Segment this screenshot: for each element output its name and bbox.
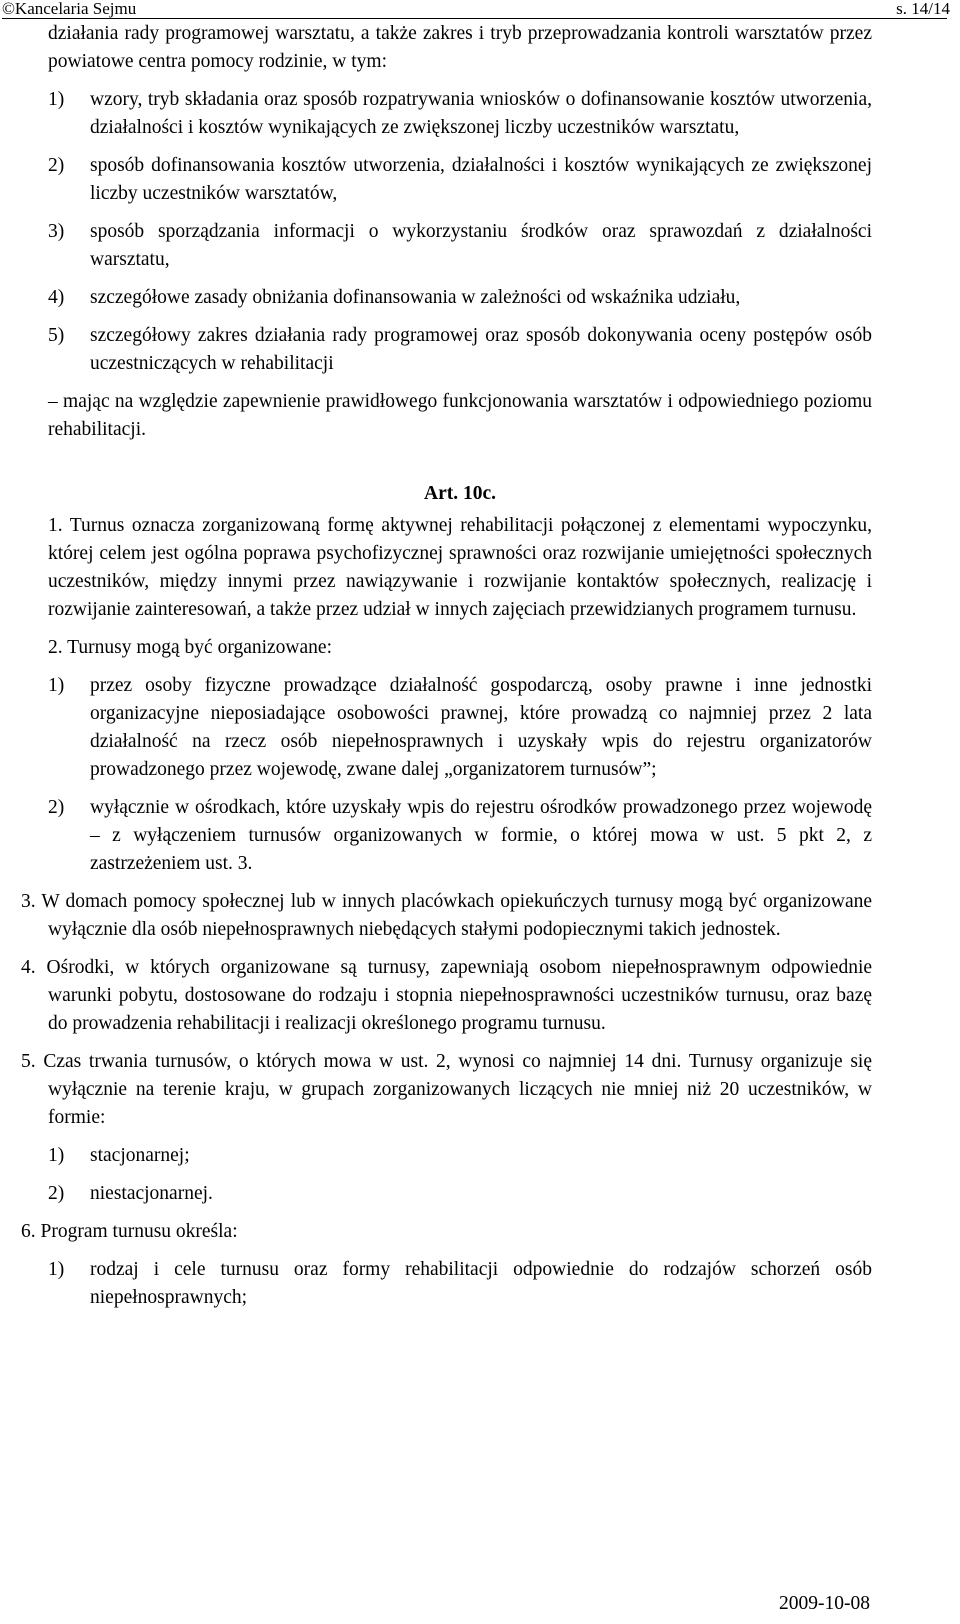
- section-text: Program turnusu określa:: [40, 1221, 238, 1242]
- list-item-text: szczegółowe zasady obniżania dofinansowania w zależności od wskaźnika udziału,: [90, 287, 741, 308]
- section-5: [21, 1048, 872, 1132]
- section-text: Ośrodki, w których organizowane są turnusy, zapewniają osobom niepełnosprawnym odpowiednie warunki pobytu, dostosowane do rodzaju i stopnia niepełnosprawności uczestników turnusu, oraz bazę do prowadzenia rehabilitacji i realizacji określonego programu turnusu.: [46, 957, 873, 1034]
- list-item-text: sposób dofinansowania kosztów utworzenia, działalności i kosztów wynikających ze zwiększonej liczby uczestników warsztatów,: [90, 155, 872, 204]
- list-item-number: 1): [48, 89, 65, 110]
- section-number: 6.: [21, 1221, 36, 1242]
- closing-clause: – mając na względzie zapewnienie prawidłowego funkcjonowania warsztatów i odpowiedniego poziomu rehabilitacji.: [48, 391, 872, 440]
- intro-paragraph: działania rady programowej warsztatu, a także zakres i tryb przeprowadzania kontroli warsztatów przez powiatowe centra pomocy rodzinie, w tym:: [48, 23, 872, 72]
- list-item-number: 2): [48, 1183, 65, 1204]
- list-item: [48, 1256, 872, 1312]
- section-text: Turnus oznacza zorganizowaną formę aktywnej rehabilitacji połączonej z elementami wypoczynku, której celem jest ogólna poprawa psychofizycznej sprawności oraz rozwijanie umiejętności społecznych uczestników, między innymi przez nawiązywanie i rozwijanie kontaktów społecznych, realizację i rozwijanie zainteresowań, a także przez udział w innych zajęciach przewidzianych programem turnusu.: [48, 515, 872, 620]
- page-number: s. 14/14: [896, 0, 950, 18]
- section-text: W domach pomocy społecznej lub w innych placówkach opiekuńczych turnusy mogą być organizowane wyłącznie dla osób niepełnosprawnych niebędących stałymi podopiecznymi takich jednostek.: [41, 891, 872, 940]
- section-2: [48, 634, 872, 662]
- section-text: Turnusy mogą być organizowane:: [67, 637, 332, 658]
- list-item-text: stacjonarnej;: [90, 1145, 190, 1166]
- header-source: ©Kancelaria Sejmu: [2, 0, 947, 19]
- list-item-text: przez osoby fizyczne prowadzące działalność gospodarczą, osoby prawne i inne jednostki organizacyjne nieposiadające osobowości prawnej, które prowadzą co najmniej przez 2 lata działalność na rzecz osób niepełnosprawnych i uzyskały wpis do rejestru organizatorów prowadzonego przez wojewodę, zwane dalej „organizatorem turnusów”;: [90, 675, 872, 780]
- list-item-number: 2): [48, 797, 65, 818]
- section-4: [21, 954, 873, 1038]
- list-item-text: sposób sporządzania informacji o wykorzystaniu środków oraz sprawozdań z działalności warsztatu,: [90, 221, 872, 270]
- section-text: Czas trwania turnusów, o których mowa w ust. 2, wynosi co najmniej 14 dni. Turnusy organizuje się wyłącznie na terenie kraju, w grupach zorganizowanych liczących nie mniej niż 20 uczestników, w formie:: [43, 1051, 872, 1128]
- list-item-text: wyłącznie w ośrodkach, które uzyskały wpis do rejestru ośrodków prowadzonego przez wojewodę – z wyłączeniem turnusów organizowanych w formie, o której mowa w ust. 5 pkt 2, z zastrzeżeniem ust. 3.: [90, 797, 872, 874]
- list-item: [48, 1142, 872, 1170]
- list-item-number: 1): [48, 1259, 65, 1280]
- list-item: [48, 152, 872, 208]
- list-item-number: 4): [48, 287, 65, 308]
- list-delegation-points: [48, 86, 872, 378]
- list-item: [48, 218, 872, 274]
- list-item: [48, 86, 872, 142]
- list-item-number: 1): [48, 1145, 65, 1166]
- list-item-number: 1): [48, 675, 65, 696]
- section-6: [21, 1218, 872, 1246]
- list-item-text: szczegółowy zakres działania rady programowej oraz sposób dokonywania oceny postępów osób uczestniczących w rehabilitacji: [90, 325, 872, 374]
- list-item-text: rodzaj i cele turnusu oraz formy rehabilitacji odpowiednie do rodzajów schorzeń osób niepełnosprawnych;: [90, 1259, 872, 1308]
- list-item-number: 2): [48, 155, 65, 176]
- section-number: 4.: [21, 957, 36, 978]
- section-number: 1.: [48, 515, 63, 536]
- section-number: 3.: [21, 891, 36, 912]
- section-number: 5.: [21, 1051, 36, 1072]
- list-item-text: niestacjonarnej.: [90, 1183, 213, 1204]
- list-item: [48, 672, 872, 784]
- section-3: [21, 888, 872, 944]
- article-heading: Art. 10c.: [423, 483, 496, 504]
- section-number: 2.: [48, 637, 63, 658]
- list-item: [48, 1180, 872, 1208]
- list-item: [48, 322, 872, 378]
- list-item-number: 5): [48, 325, 65, 346]
- list-item-text: wzory, tryb składania oraz sposób rozpatrywania wniosków o dofinansowanie kosztów utworzenia, działalności i kosztów wynikających ze zwiększonej liczby uczestników warsztatu,: [90, 89, 872, 138]
- list-item-number: 3): [48, 221, 65, 242]
- list-item: [48, 794, 872, 878]
- section-1: [48, 512, 872, 624]
- footer-date: 2009-10-08: [779, 1593, 870, 1614]
- document-body: [21, 20, 873, 1312]
- list-item: [48, 284, 872, 312]
